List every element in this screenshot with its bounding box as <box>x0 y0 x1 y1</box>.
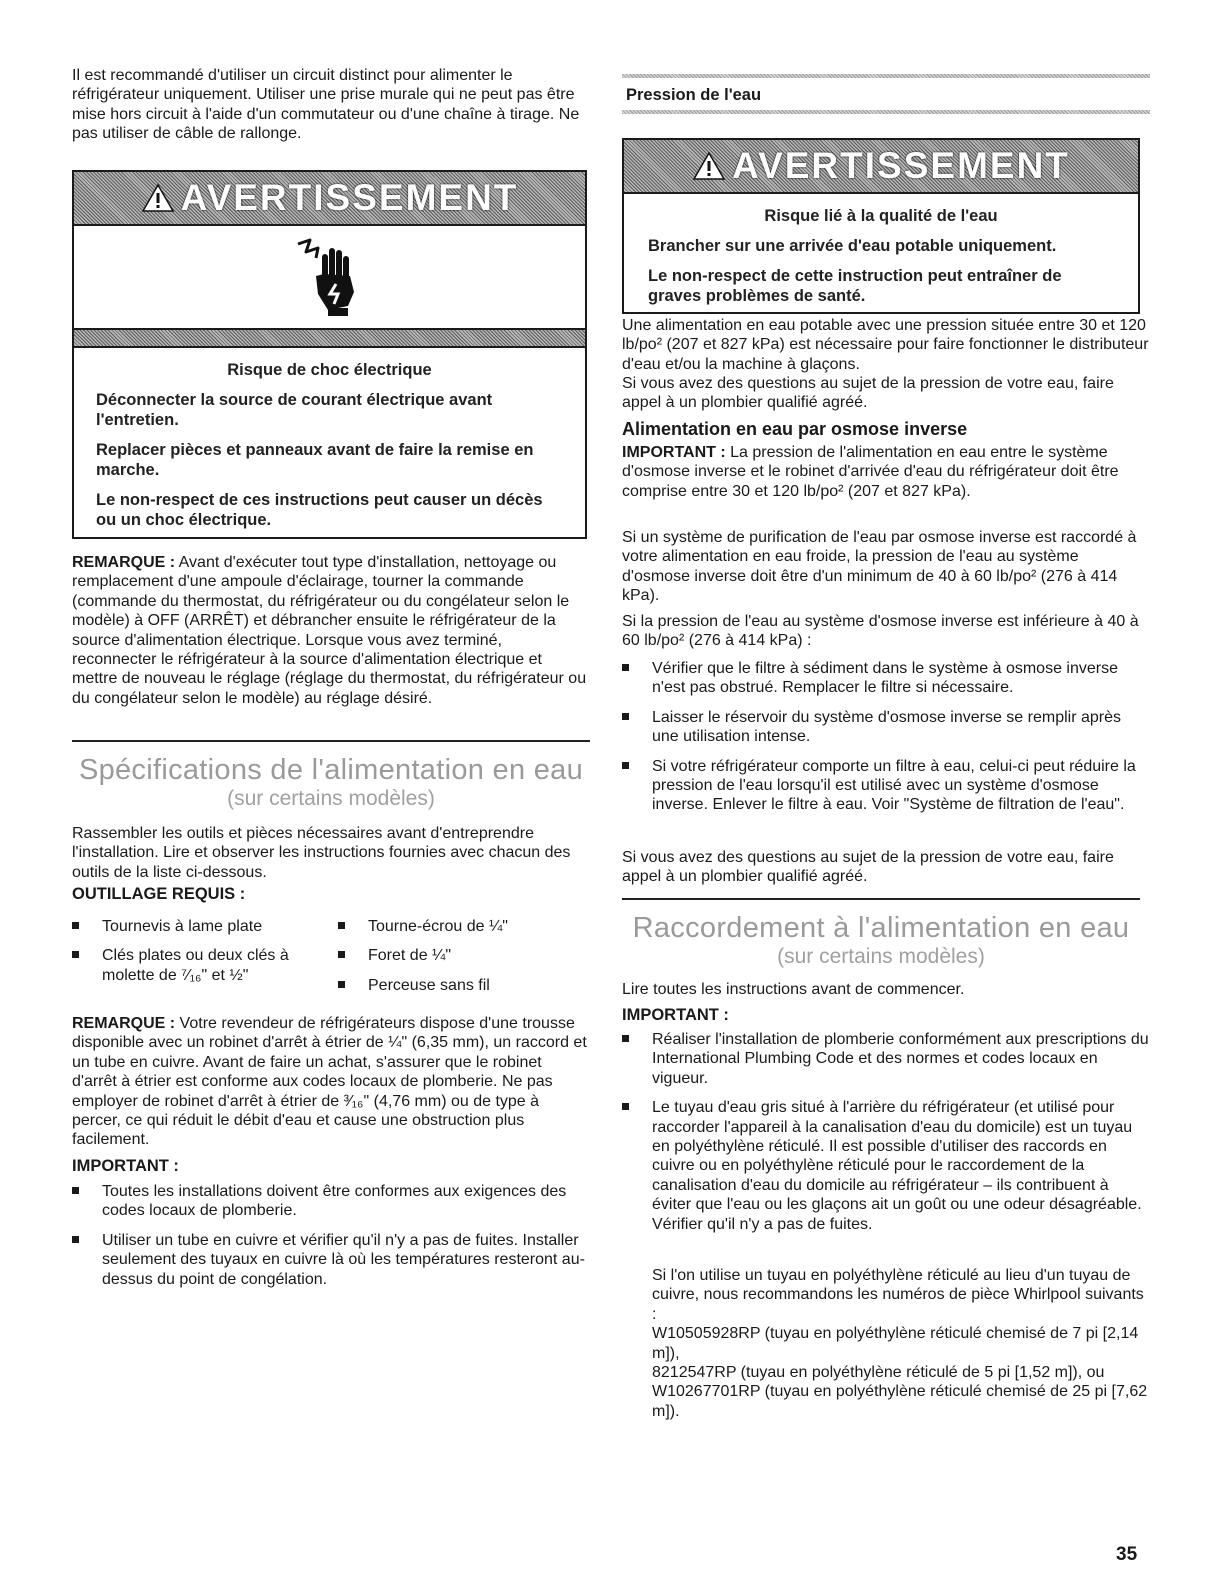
warning-triangle-icon <box>692 151 726 181</box>
pex-part: 8212547RP (tuyau en polyéthylène réticulé de 5 pi [1,52 m]), ou <box>652 1364 1105 1382</box>
osmose-list <box>622 659 1150 825</box>
water-quality-warning <box>622 138 1140 314</box>
list-item: Le tuyau d'eau gris situé à l'arrière du réfrigérateur (et utilisé pour raccorder l'appareil à la canalisation d'eau du domicile) est un tuyau en polyéthylène réticulé. Il est possible d'utiliser des raccords en cuivre ou en polyéthylène réticulé pour le raccordement de la canalisation d'eau du domicile au réfrigérateur – ils contribuent à éviter que l'eau ou les glaçons ait un goût ou une odeur désagréable. Vérifier qu'il n'y a pas de fuites. <box>622 1098 1150 1234</box>
osmose-paragraph: Si un système de purification de l'eau par osmose inverse est raccordé à votre alimentation en eau froide, la pression de l'eau au système d'osmose inverse doit être d'un minimum de 40 à 60 lb/po² (276 à 414 kPa). <box>622 529 1137 605</box>
list-item: Tournevis à lame plate <box>72 917 322 936</box>
osmose-paragraph: Si vous avez des questions au sujet de la pression de votre eau, faire appel à un plombier qualifié agréé. <box>622 849 1114 886</box>
tools-intro: Rassembler les outils et pièces nécessaires avant d'entreprendre l'installation. Lire et observer les instructions fournies avec chacun des outils de la liste ci-dessous. <box>72 825 571 881</box>
warning-title: AVERTISSEMENT <box>180 177 519 218</box>
read-all-instruction: Lire toutes les instructions avant de commencer. <box>622 981 965 998</box>
osmose-paragraph: IMPORTANT : La pression de l'alimentation en eau entre le système d'osmose inverse et le robinet d'arrivée d'eau du réfrigérateur doit être comprise entre 30 et 120 lb/po² (207 et 827 kPa). <box>622 444 1119 500</box>
important-list <box>622 1030 1150 1244</box>
section-title: Spécifications de l'alimentation en eau <box>78 754 584 786</box>
list-item: Foret de ¼" <box>338 946 590 965</box>
list-item: Utiliser un tube en cuivre et vérifier qu'il n'y a pas de fuites. Installer seulement des tuyaux en cuivre là où les températures resteront au-dessus du point de congélation. <box>72 1231 590 1289</box>
pex-intro: Si l'on utilise un tuyau en polyéthylène réticulé au lieu d'un tuyau de cuivre, nous recommandons les numéros de pièce Whirlpool suivants : <box>652 1267 1144 1323</box>
list-item: Perceuse sans fil <box>338 976 590 995</box>
tools-list <box>338 917 590 1005</box>
list-item: Vérifier que le filtre à sédiment dans le système à osmose inverse n'est pas obstrué. Remplacer le filtre si nécessaire. <box>622 659 1150 698</box>
warning-risk: Risque lié à la qualité de l'eau <box>764 207 998 225</box>
pex-part: W10267701RP (tuyau en polyéthylène réticulé chemisé de 25 pi [7,62 m]). <box>652 1383 1148 1420</box>
osmose-heading: Alimentation en eau par osmose inverse <box>622 419 968 439</box>
intro-paragraph: Il est recommandé d'utiliser un circuit distinct pour alimenter le réfrigérateur uniquement. Utiliser une prise murale qui ne peut pas être mise hors circuit à l'aide d'un commutateur ou d'une chaîne à tirage. Ne pas utiliser de câble de rallonge. <box>72 67 580 143</box>
electric-shock-hand-icon <box>294 236 366 318</box>
list-item: Si votre réfrigérateur comporte un filtre à eau, celui-ci peut réduire la pression de l'eau lorsqu'il est utilisé avec un système d'osmose inverse. Enlever le filtre à eau. Voir "Système de filtration de l'eau". <box>622 757 1150 815</box>
important-label: IMPORTANT : <box>72 1157 179 1175</box>
warning-risk: Risque de choc électrique <box>227 361 432 379</box>
important-label: IMPORTANT : <box>622 1006 729 1024</box>
pex-recommendation <box>652 1266 1150 1421</box>
section-divider <box>622 898 1140 900</box>
tools-list <box>72 917 322 995</box>
remarque-paragraph: REMARQUE : Avant d'exécuter tout type d'installation, nettoyage ou remplacement d'une ampoule d'éclairage, tourner la commande (commande du thermostat, du réfrigérateur ou du congélateur selon le modèle) à OFF (ARRÊT) et débrancher ensuite le réfrigérateur de la source d'alimentation électrique. Lorsque vous avez terminé, reconnecter le réfrigérateur à la source d'alimentation électrique et mettre de nouveau le réglage (réglage du thermostat, du réfrigérateur ou du congélateur selon le modèle) au réglage désiré. <box>72 554 587 707</box>
list-item: Toutes les installations doivent être conformes aux exigences des codes locaux de plomberie. <box>72 1182 590 1221</box>
page-number: 35 <box>1116 1544 1138 1565</box>
section-divider <box>72 740 590 742</box>
warning-line: Déconnecter la source de courant électrique avant l'entretien. <box>96 391 493 429</box>
pression-paragraph: Si vous avez des questions au sujet de la pression de votre eau, faire appel à un plombier qualifié agréé. <box>622 375 1114 412</box>
section-title: Raccordement à l'alimentation en eau <box>632 912 1130 944</box>
important-list <box>72 1182 590 1299</box>
section-subtitle: (sur certains modèles) <box>777 945 985 968</box>
pex-part: W10505928RP (tuyau en polyéthylène réticulé chemisé de 7 pi [2,14 m]), <box>652 1325 1139 1362</box>
tools-label: OUTILLAGE REQUIS : <box>72 885 246 903</box>
list-item: Clés plates ou deux clés à molette de ⁷⁄₁₆" et ½" <box>72 946 322 985</box>
electric-shock-warning <box>72 170 587 539</box>
warning-triangle-icon <box>141 183 175 213</box>
warning-line: Le non-respect de cette instruction peut entraîner de graves problèmes de santé. <box>648 267 1062 305</box>
warning-line: Replacer pièces et panneaux avant de faire la remise en marche. <box>96 441 534 479</box>
pression-heading: Pression de l'eau <box>626 86 762 104</box>
pression-paragraph: Une alimentation en eau potable avec une pression située entre 30 et 120 lb/po² (207 et 827 kPa) est nécessaire pour faire fonctionner le distributeur d'eau et/ou la machine à glaçons. <box>622 317 1149 373</box>
list-item: Tourne-écrou de ¼" <box>338 917 590 936</box>
list-item: Réaliser l'installation de plomberie conformément aux prescriptions du International Plumbing Code et des normes et codes locaux en vigueur. <box>622 1030 1150 1088</box>
warning-title: AVERTISSEMENT <box>732 145 1070 186</box>
warning-header <box>74 172 585 226</box>
list-item: Laisser le réservoir du système d'osmose inverse se remplir après une utilisation intense. <box>622 708 1150 747</box>
osmose-paragraph: Si la pression de l'eau au système d'osmose inverse est inférieure à 40 à 60 lb/po² (276 à 414 kPa) : <box>622 613 1139 650</box>
warning-header <box>624 140 1138 194</box>
section-subtitle: (sur certains modèles) <box>227 787 435 810</box>
warning-line: Le non-respect de ces instructions peut causer un décès ou un choc électrique. <box>96 491 543 529</box>
remarque-paragraph: REMARQUE : Votre revendeur de réfrigérateurs dispose d'une trousse disponible avec un robinet d'arrêt à étrier de ¼" (6,35 mm), un raccord et un tube en cuivre. Avant de faire un achat, s'assurer que le robinet d'arrêt à étrier est conforme aux codes locaux de plomberie. Ne pas employer de robinet d'arrêt à étrier de ³⁄₁₆" (4,76 mm) ou de type à percer, ce qui réduit le débit d'eau et cause une obstruction plus facilement. <box>72 1015 587 1149</box>
warning-line: Brancher sur une arrivée d'eau potable uniquement. <box>648 237 1057 255</box>
